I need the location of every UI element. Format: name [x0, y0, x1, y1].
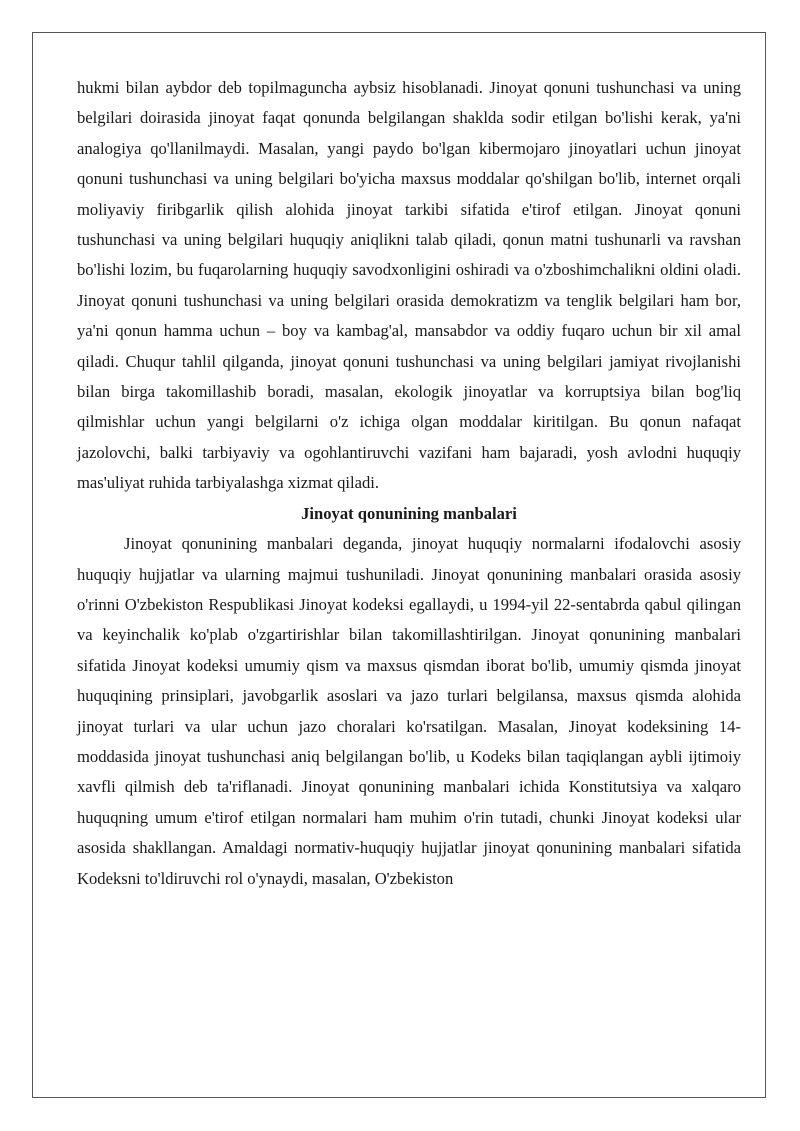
document-body [77, 73, 741, 894]
paragraph-sources: Jinoyat qonunining manbalari deganda, jinoyat huquqiy normalarni ifodalovchi asosiy huquqiy hujjatlar va ularning majmui tushuniladi. Jinoyat qonunining manbalari orasida asosiy o'rinni O'zbekiston Respublikasi Jinoyat kodeksi egallaydi, u 1994-yil 22-sentabrda qabul qilingan va keyinchalik ko'plab o'zgartirishlar bilan takomillashtirilgan. Jinoyat qonunining manbalari sifatida Jinoyat kodeksi umumiy qism va maxsus qismdan iborat bo'lib, umumiy qismda jinoyat huquqining prinsiplari, javobgarlik asoslari va jazo turlari belgilansa, maxsus qismda alohida jinoyat turlari va ular uchun jazo choralari ko'rsatilgan. Masalan, Jinoyat kodeksining 14-moddasida jinoyat tushunchasi aniq belgilangan bo'lib, u Kodeks bilan taqiqlangan aybli ijtimoiy xavfli qilmish deb ta'riflanadi. Jinoyat qonunining manbalari ichida Konstitutsiya va xalqaro huquqning umum e'tirof etilgan normalari ham muhim o'rin tutadi, chunki Jinoyat kodeksi ular asosida shakllangan. Amaldagi normativ-huquqiy hujjatlar jinoyat qonunining manbalari sifatida Kodeksni to'ldiruvchi rol o'ynaydi, masalan, O'zbekiston [77, 534, 741, 888]
paragraph-continuation: hukmi bilan aybdor deb topilmaguncha aybsiz hisoblanadi. Jinoyat qonuni tushunchasi va uning belgilari doirasida jinoyat faqat qonunda belgilangan shaklda sodir etilgan bo'lishi kerak, ya'ni analogiya qo'llanilmaydi. Masalan, yangi paydo bo'lgan kibermojaro jinoyatlari uchun jinoyat qonuni tushunchasi va uning belgilari bo'yicha maxsus moddalar qo'shilgan bo'lib, internet orqali moliyaviy firibgarlik qilish alohida jinoyat tarkibi sifatida e'tirof etilgan. Jinoyat qonuni tushunchasi va uning belgilari huquqiy aniqlikni talab qiladi, qonun matni tushunarli va ravshan bo'lishi lozim, bu fuqarolarning huquqiy savodxonligini oshiradi va o'zboshimchalikni oldini oladi. Jinoyat qonuni tushunchasi va uning belgilari orasida demokratizm va tenglik belgilari ham bor, ya'ni qonun hamma uchun – boy va kambag'al, mansabdor va oddiy fuqaro uchun bir xil amal qiladi. Chuqur tahlil qilganda, jinoyat qonuni tushunchasi va uning belgilari jamiyat rivojlanishi bilan birga takomillashib boradi, masalan, ekologik jinoyatlar va korruptsiya bilan bog'liq qilmishlar uchun yangi belgilarni o'z ichiga olgan moddalar kiritilgan. Bu qonun nafaqat jazolovchi, balki tarbiyaviy va ogohlantiruvchi vazifani ham bajaradi, yosh avlodni huquqiy mas'uliyat ruhida tarbiyalashga xizmat qiladi. [77, 78, 741, 493]
section-heading: Jinoyat qonunining manbalari [301, 503, 517, 523]
